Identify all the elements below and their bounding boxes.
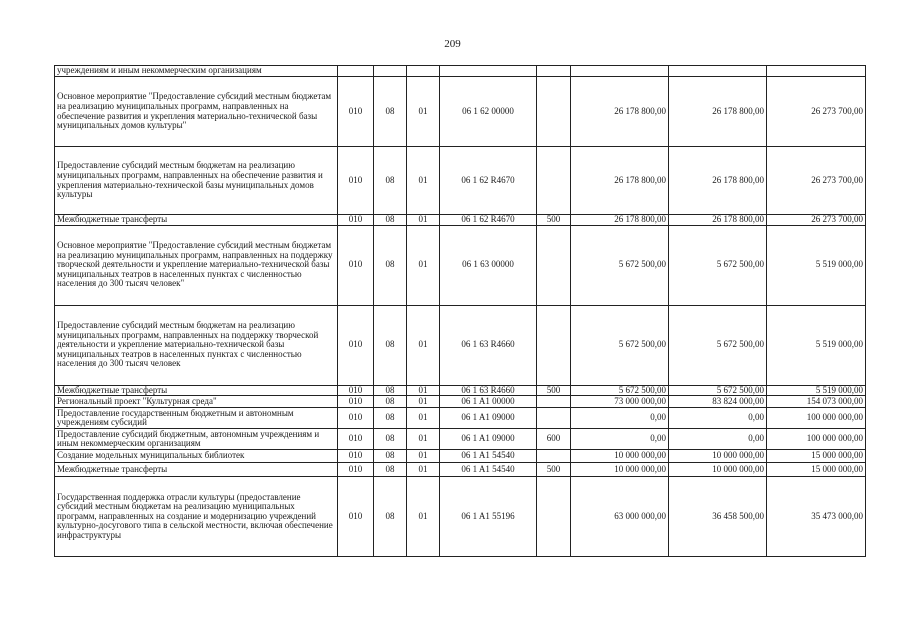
amount-year2: 10 000 000,00 [669, 463, 767, 477]
section-code [374, 66, 407, 77]
row-name: Предоставление субсидий бюджетным, автономным учреждениям и иным некоммерческим организациям [55, 429, 338, 450]
amount-year1 [571, 66, 669, 77]
amount-year1: 0,00 [571, 429, 669, 450]
target-article: 06 1 A1 54540 [440, 450, 537, 463]
target-article: 06 1 A1 54540 [440, 463, 537, 477]
table-row [55, 463, 866, 477]
subsection-code: 01 [407, 385, 440, 396]
amount-year3: 5 519 000,00 [767, 385, 866, 396]
amount-year2: 26 178 800,00 [669, 147, 767, 215]
amount-year1: 0,00 [571, 408, 669, 429]
table-row [55, 215, 866, 226]
expense-type: 500 [537, 385, 571, 396]
amount-year1: 5 672 500,00 [571, 385, 669, 396]
target-article [440, 66, 537, 77]
target-article: 06 1 63 R4660 [440, 385, 537, 396]
section-code: 08 [374, 396, 407, 408]
amount-year1: 10 000 000,00 [571, 463, 669, 477]
table-row [55, 396, 866, 408]
amount-year3: 5 519 000,00 [767, 305, 866, 385]
target-article: 06 1 63 R4660 [440, 305, 537, 385]
subsection-code: 01 [407, 477, 440, 557]
table-row [55, 429, 866, 450]
target-article: 06 1 62 R4670 [440, 147, 537, 215]
row-name: Межбюджетные трансферты [55, 463, 338, 477]
section-code: 08 [374, 450, 407, 463]
expense-type [537, 77, 571, 147]
amount-year1: 26 178 800,00 [571, 77, 669, 147]
expense-type [537, 225, 571, 305]
amount-year2: 36 458 500,00 [669, 477, 767, 557]
amount-year2: 5 672 500,00 [669, 225, 767, 305]
section-code: 08 [374, 147, 407, 215]
target-article: 06 1 A1 09000 [440, 429, 537, 450]
section-code: 08 [374, 463, 407, 477]
expense-type [537, 305, 571, 385]
section-code: 08 [374, 429, 407, 450]
row-name: Создание модельных муниципальных библиотек [55, 450, 338, 463]
target-article: 06 1 A1 09000 [440, 408, 537, 429]
expense-type [537, 450, 571, 463]
subsection-code: 01 [407, 77, 440, 147]
section-code: 08 [374, 77, 407, 147]
row-name: Региональный проект "Культурная среда" [55, 396, 338, 408]
subsection-code: 01 [407, 396, 440, 408]
amount-year1: 5 672 500,00 [571, 225, 669, 305]
table-row [55, 77, 866, 147]
ministry-code: 010 [338, 396, 374, 408]
table-row [55, 66, 866, 77]
amount-year3: 154 073 000,00 [767, 396, 866, 408]
amount-year3 [767, 66, 866, 77]
ministry-code: 010 [338, 385, 374, 396]
table-row [55, 225, 866, 305]
amount-year1: 63 000 000,00 [571, 477, 669, 557]
amount-year2: 10 000 000,00 [669, 450, 767, 463]
expense-type: 500 [537, 215, 571, 226]
expense-type [537, 408, 571, 429]
amount-year1: 73 000 000,00 [571, 396, 669, 408]
row-name: Предоставление субсидий местным бюджетам на реализацию муниципальных программ, направленных на поддержку творческой деятельности и укрепление материально-технической базы муниципальных театров в населенных пунктах с численностью населения до 300 тысяч человек [55, 305, 338, 385]
ministry-code: 010 [338, 450, 374, 463]
expense-type [537, 147, 571, 215]
amount-year1: 5 672 500,00 [571, 305, 669, 385]
row-name: Предоставление государственным бюджетным и автономным учреждениям субсидий [55, 408, 338, 429]
ministry-code: 010 [338, 77, 374, 147]
amount-year2: 5 672 500,00 [669, 305, 767, 385]
amount-year2: 26 178 800,00 [669, 215, 767, 226]
table-row [55, 305, 866, 385]
amount-year3: 5 519 000,00 [767, 225, 866, 305]
budget-table [54, 65, 866, 557]
subsection-code: 01 [407, 408, 440, 429]
subsection-code: 01 [407, 147, 440, 215]
section-code: 08 [374, 215, 407, 226]
amount-year3: 26 273 700,00 [767, 77, 866, 147]
amount-year2: 83 824 000,00 [669, 396, 767, 408]
amount-year2: 0,00 [669, 429, 767, 450]
subsection-code: 01 [407, 463, 440, 477]
expense-type: 500 [537, 463, 571, 477]
table-row [55, 450, 866, 463]
expense-type [537, 396, 571, 408]
row-name: Межбюджетные трансферты [55, 385, 338, 396]
amount-year1: 26 178 800,00 [571, 215, 669, 226]
expense-type [537, 477, 571, 557]
subsection-code: 01 [407, 305, 440, 385]
row-name: Предоставление субсидий местным бюджетам на реализацию муниципальных программ, направленных на обеспечение развития и укрепления материально-технической базы муниципальных домов культуры [55, 147, 338, 215]
amount-year3: 100 000 000,00 [767, 408, 866, 429]
amount-year2: 0,00 [669, 408, 767, 429]
ministry-code: 010 [338, 463, 374, 477]
subsection-code [407, 66, 440, 77]
ministry-code: 010 [338, 429, 374, 450]
target-article: 06 1 63 00000 [440, 225, 537, 305]
amount-year1: 10 000 000,00 [571, 450, 669, 463]
ministry-code: 010 [338, 408, 374, 429]
expense-type [537, 66, 571, 77]
row-name: Государственная поддержка отрасли культуры (предоставление субсидий местным бюджетам на реализацию муниципальных программ, направленных на создание и модернизацию учреждений культурно-досугового типа в сельской местности, включая обеспечение инфраструктуры [55, 477, 338, 557]
amount-year3: 26 273 700,00 [767, 147, 866, 215]
table-row [55, 385, 866, 396]
table-row [55, 147, 866, 215]
target-article: 06 1 62 R4670 [440, 215, 537, 226]
amount-year1: 26 178 800,00 [571, 147, 669, 215]
ministry-code: 010 [338, 305, 374, 385]
amount-year3: 35 473 000,00 [767, 477, 866, 557]
amount-year3: 26 273 700,00 [767, 215, 866, 226]
target-article: 06 1 A1 55196 [440, 477, 537, 557]
target-article: 06 1 62 00000 [440, 77, 537, 147]
ministry-code [338, 66, 374, 77]
section-code: 08 [374, 477, 407, 557]
ministry-code: 010 [338, 225, 374, 305]
ministry-code: 010 [338, 215, 374, 226]
page-number: 209 [444, 38, 461, 50]
subsection-code: 01 [407, 450, 440, 463]
amount-year2 [669, 66, 767, 77]
table-row [55, 408, 866, 429]
ministry-code: 010 [338, 477, 374, 557]
section-code: 08 [374, 408, 407, 429]
section-code: 08 [374, 385, 407, 396]
amount-year3: 100 000 000,00 [767, 429, 866, 450]
expense-type: 600 [537, 429, 571, 450]
subsection-code: 01 [407, 215, 440, 226]
subsection-code: 01 [407, 225, 440, 305]
row-name: учреждениям и иным некоммерческим организациям [55, 66, 338, 77]
row-name: Основное мероприятие "Предоставление субсидий местным бюджетам на реализацию муниципальных программ, направленных на поддержку творческой деятельности и укрепление материально-технической базы муниципальных театров в населенных пунктах с численностью населения до 300 тысяч человек" [55, 225, 338, 305]
row-name: Межбюджетные трансферты [55, 215, 338, 226]
target-article: 06 1 A1 00000 [440, 396, 537, 408]
section-code: 08 [374, 225, 407, 305]
section-code: 08 [374, 305, 407, 385]
amount-year3: 15 000 000,00 [767, 463, 866, 477]
ministry-code: 010 [338, 147, 374, 215]
amount-year2: 5 672 500,00 [669, 385, 767, 396]
row-name: Основное мероприятие "Предоставление субсидий местным бюджетам на реализацию муниципальных программ, направленных на обеспечение развития и укрепления материально-технической базы муниципальных домов культуры" [55, 77, 338, 147]
amount-year3: 15 000 000,00 [767, 450, 866, 463]
amount-year2: 26 178 800,00 [669, 77, 767, 147]
subsection-code: 01 [407, 429, 440, 450]
table-row [55, 477, 866, 557]
